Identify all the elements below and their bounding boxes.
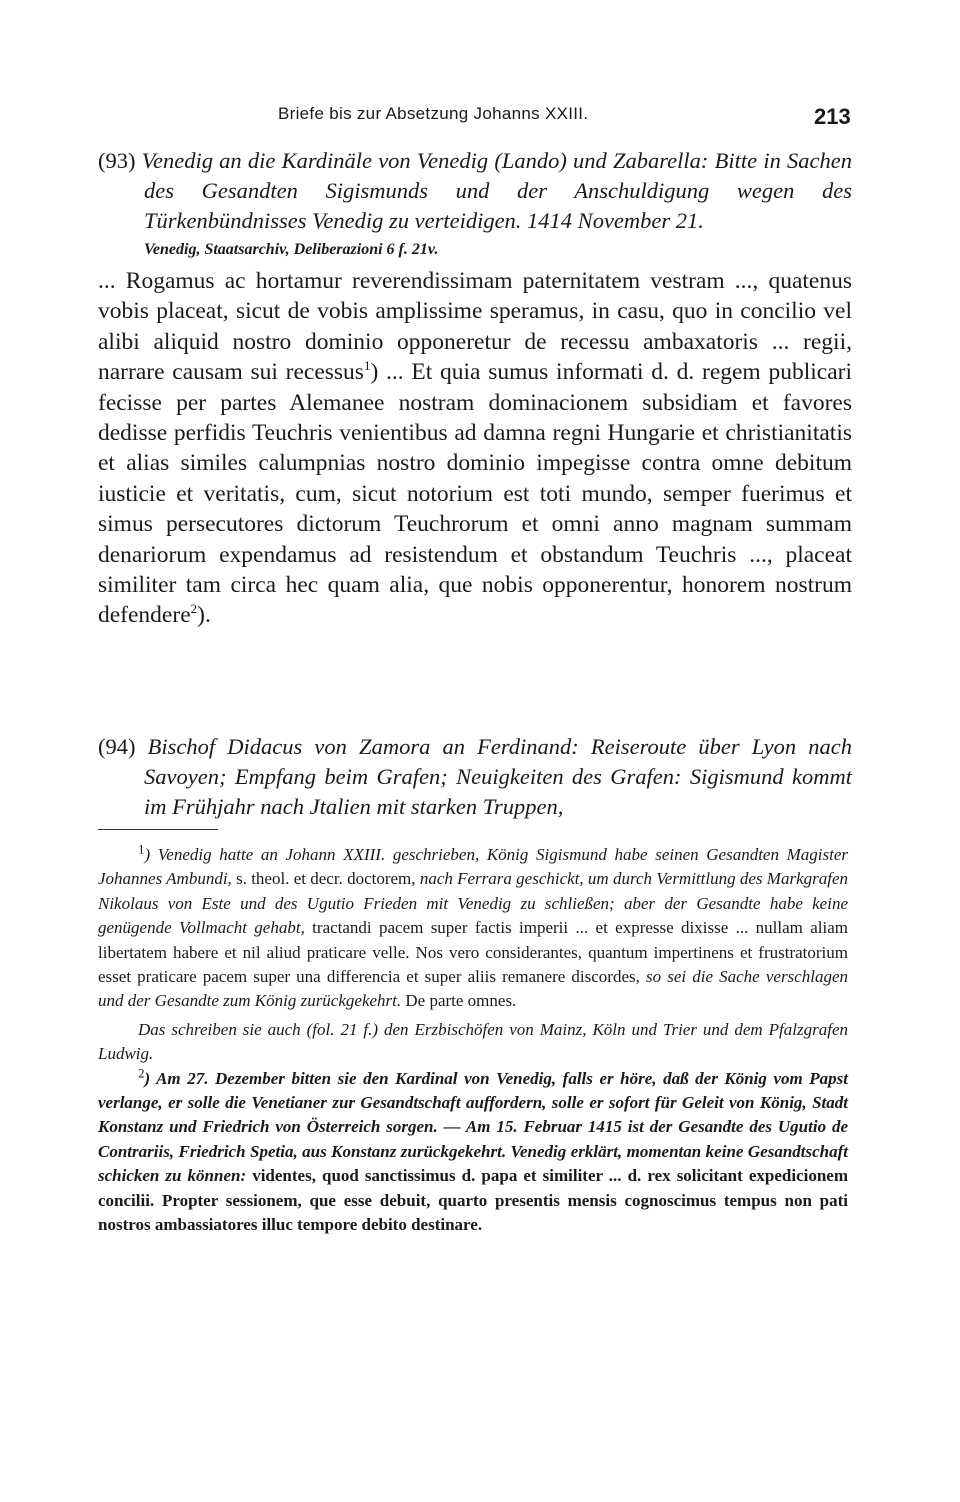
footnote-1-part-c: nach Ferrara geschickt, um durch Vermittlung des Markgrafen Nikolaus von Este und des Ugutio Frieden mit Venedig zu schließen; aber der Gesandte habe keine genügende Vollmacht gehabt, — [98, 869, 849, 938]
footnote-ref-1[interactable]: 1 — [363, 358, 371, 374]
footnote-1-part-f: De parte omnes. — [401, 991, 517, 1011]
entry-93-source: Venedig, Staatsarchiv, Deliberazioni 6 f. 21v. — [144, 241, 439, 258]
entry-93-title: Venedig an die Kardinäle von Venedig (Lando) und Zabarella: Bitte in Sachen des Gesandten Sigismunds und der Anschuldigung wegen des Türkenbündnisses Venedig zu verteidigen. 1414 November 21. — [141, 148, 853, 233]
footnote-1-addendum: Das schreiben sie auch (fol. 21 f.) den Erzbischöfen von Mainz, Köln und Trier und dem Pfalzgrafen Ludwig. — [98, 1019, 848, 1064]
entry-93 — [98, 146, 852, 631]
entry-94-heading — [98, 732, 852, 822]
page-number: 213 — [814, 104, 851, 129]
footnote-1-part-b: s. theol. et decr. doctorem, — [231, 869, 420, 889]
footnote-divider — [98, 829, 218, 830]
footnote-2-part-b: videntes, quod sanctissimus d. papa et similiter ... d. rex solicitant expedicionem concilii. Propter sessionem, que esse debuit, quarto presentis mensis cognoscimus tempus non pati nostros ambassiatores illuc tempore debito destinare. — [98, 1166, 849, 1235]
footnote-1-part-a: ) Venedig hatte an Johann XXIII. geschrieben, König Sigismund habe seinen Gesandten Magister Johannes Ambundi, — [98, 845, 848, 889]
footnote-1-part-e: so sei die Sache verschlagen und der Gesandte zum König zurückgekehrt. — [98, 967, 848, 1011]
entry-94-title: Bischof Didacus von Zamora an Ferdinand: Reiseroute über Lyon nach Savoyen; Empfang beim Grafen; Neuigkeiten des Grafen: Sigismund kommt im Frühjahr nach Jtalien mit starken Truppen, — [144, 734, 853, 819]
entry-94-number: (94) — [98, 734, 136, 759]
footnote-1-mark: 1 — [138, 841, 145, 857]
footnotes — [98, 843, 848, 1238]
entry-93-text-part-b: ) ... Et quia sumus informati d. d. regem publicari fecisse per partes Alemanee nostram dominacionem subsidiam et favores dedisse perfidis Teuchris venientibus ad damna regni Hungarie et christianitatis et alias similes calumpnias nostro dominio impegisse contra omne debitum iusticie et veritatis, cum, sicut notorium est toti mundo, semper fuerimus et simus persecutores dictorum Teuchrorum et omni anno magnam summam denariorum expendamus ad resistendum et obstandum Teuchris ..., placeat similiter tam circa hec quam alia, que nobis opponerentur, honorem nostrum defendere — [98, 359, 852, 629]
footnote-ref-2[interactable]: 2 — [190, 601, 198, 617]
entry-93-text-part-a: ... Rogamus ac hortamur reverendissimam paternitatem vestram ..., quatenus vobis placeat, sicut de vobis amplissime speramus, in casu, quo in concilio vel alibi aliquid nostro dominio opponeretur de recessu ambaxatoris ... regii, narrare causam sui recessus — [98, 268, 852, 386]
entry-93-heading — [98, 146, 852, 236]
footnote-1-part-d: tractandi pacem super factis imperii ... et expresse dixisse ... nullam aliam libertatem habere et nil aliud praticare velle. Nos vero considerantes, quantum impertinens et frustratorium esset praticare pacem super una differencia et super aliis remanere discordes, — [98, 918, 848, 987]
footnote-2 — [98, 1067, 848, 1238]
running-title: Briefe bis zur Absetzung Johanns XXIII. — [278, 104, 589, 123]
entry-93-text — [98, 266, 852, 631]
entry-94 — [98, 732, 852, 822]
footnote-2-part-a: ) Am 27. Dezember bitten sie den Kardinal von Venedig, falls er höre, daß der König vom Papst verlange, er solle die Venetianer zur Gesandtschaft auffordern, solle er sofort für Geleit von König, Stadt Konstanz und Friedrich von Österreich sorgen. — Am 15. Februar 1415 ist der Gesandte des Ugutio de Contrariis, Friedrich Spetia, aus Konstanz zurückgekehrt. Venedig erklärt, momentan keine Gesandtschaft schicken zu können: — [98, 1068, 848, 1186]
entry-93-text-part-c: ). — [197, 602, 211, 629]
footnote-2-mark: 2 — [138, 1065, 145, 1080]
footnote-1 — [98, 843, 848, 1014]
entry-93-number: (93) — [98, 148, 136, 173]
